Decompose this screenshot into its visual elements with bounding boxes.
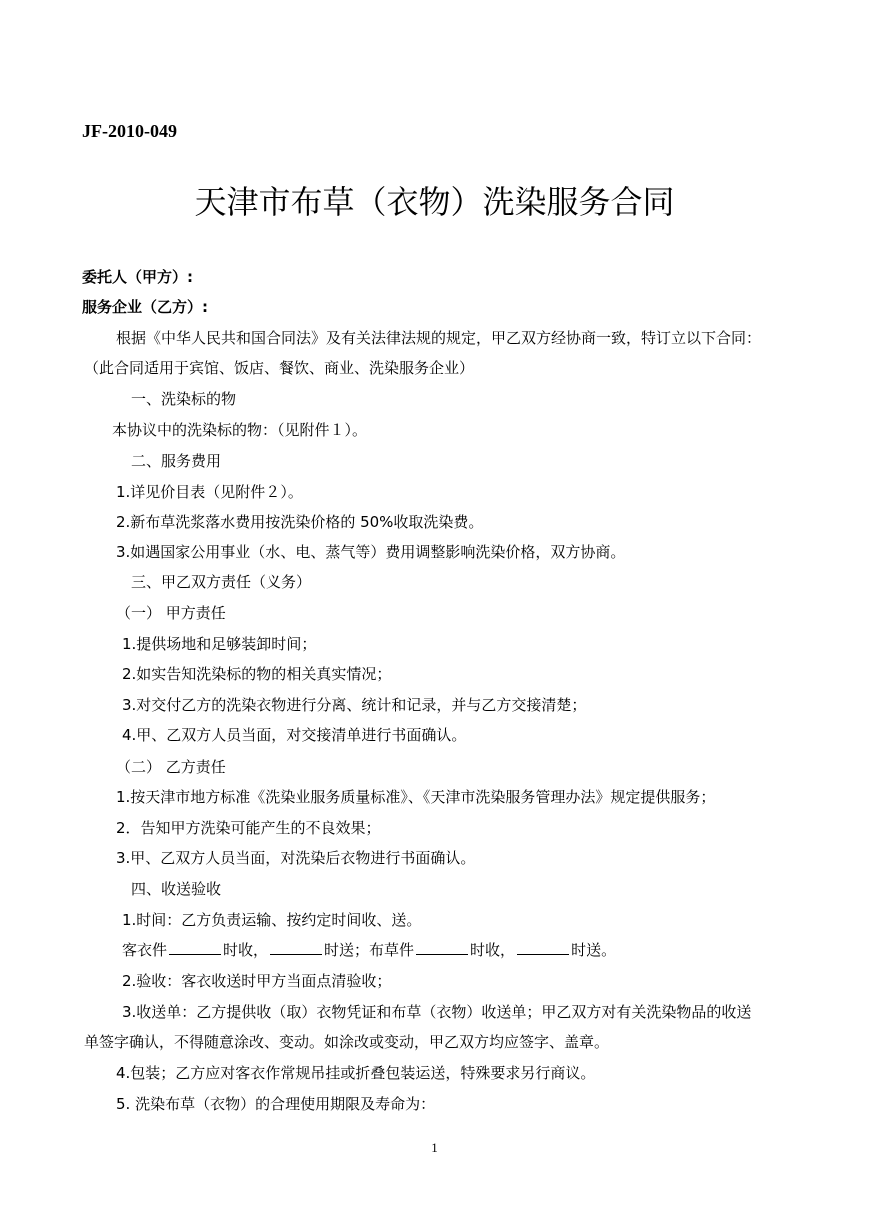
guest-clothes-delivery-blank[interactable] — [270, 940, 322, 955]
section-3a-heading: （一） 甲方责任 — [116, 604, 226, 622]
section-3a-item-2: 2.如实告知洗染标的物的相关真实情况； — [122, 665, 392, 683]
linen-delivery-blank[interactable] — [517, 940, 569, 955]
section-2-item-2: 2.新布草洗浆落水费用按洗染价格的 50%收取洗染费。 — [116, 513, 484, 531]
schedule-text-b: 时收， — [223, 941, 269, 959]
schedule-text-e: 时送。 — [571, 941, 617, 959]
preamble-text: 根据《中华人民共和国合同法》及有关法律法规的规定，甲乙双方经协商一致，特订立以下合同： — [116, 329, 762, 347]
section-3a-item-4: 4.甲、乙双方人员当面，对交接清单进行书面确认。 — [122, 726, 467, 744]
document-code: JF-2010-049 — [82, 121, 177, 141]
scope-note: （此合同适用于宾馆、饭店、餐饮、商业、洗染服务企业） — [84, 359, 475, 377]
schedule-text-d: 时收， — [470, 941, 516, 959]
schedule-text-c: 时送；布草件 — [324, 941, 415, 959]
section-3b-heading: （二） 乙方责任 — [116, 758, 226, 776]
section-3b-item-3: 3.甲、乙双方人员当面，对洗染后衣物进行书面确认。 — [116, 849, 476, 867]
section-4-item-1: 1.时间：乙方负责运输、按约定时间收、送。 — [122, 911, 422, 929]
section-3b-item-2: 2．告知甲方洗染可能产生的不良效果； — [116, 819, 381, 837]
section-2-heading: 二、服务费用 — [131, 452, 222, 470]
section-3b-item-1: 1.按天津市地方标准《洗染业服务质量标准》、《天津市洗染服务管理办法》规定提供服务； — [116, 788, 716, 806]
guest-clothes-pickup-blank[interactable] — [169, 940, 221, 955]
section-2-item-1: 1.详见价目表（见附件２）。 — [116, 483, 303, 501]
section-3a-item-3: 3.对交付乙方的洗染衣物进行分离、统计和记录，并与乙方交接清楚； — [122, 696, 587, 714]
section-4-heading: 四、收送验收 — [131, 880, 222, 898]
page-number: 1 — [431, 1140, 438, 1155]
schedule-text-a: 客衣件 — [122, 941, 168, 959]
section-4-item-2: 2.验收：客衣收送时甲方当面点清验收； — [122, 972, 392, 990]
linen-pickup-blank[interactable] — [416, 940, 468, 955]
document-title: 天津市布草（衣物）洗染服务合同 — [194, 183, 675, 221]
section-1-text: 本协议中的洗染标的物：（见附件１）。 — [112, 421, 368, 439]
section-3-heading: 三、甲乙双方责任（义务） — [131, 573, 312, 591]
section-4-item-3-line-1: 3.收送单：乙方提供收（取）衣物凭证和布草（衣物）收送单；甲乙双方对有关洗染物品的收送 — [122, 1003, 752, 1021]
section-4-item-4: 4.包装；乙方应对客衣作常规吊挂或折叠包装运送，特殊要求另行商议。 — [116, 1064, 596, 1082]
section-1-heading: 一、洗染标的物 — [131, 390, 237, 408]
section-4-item-5: 5. 洗染布草（衣物）的合理使用期限及寿命为： — [116, 1095, 436, 1113]
party-b-label: 服务企业（乙方）: — [82, 298, 208, 316]
schedule-line — [122, 939, 616, 960]
section-2-item-3: 3.如遇国家公用事业（水、电、蒸气等）费用调整影响洗染价格，双方协商。 — [116, 543, 626, 561]
party-a-label: 委托人（甲方）: — [82, 268, 193, 286]
section-4-item-3-line-2: 单签字确认，不得随意涂改、变动。如涂改或变动，甲乙双方均应签字、盖章。 — [84, 1033, 610, 1051]
section-3a-item-1: 1.提供场地和足够装卸时间； — [122, 635, 317, 653]
